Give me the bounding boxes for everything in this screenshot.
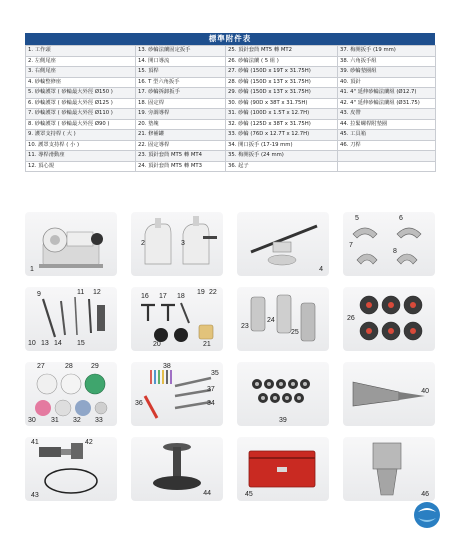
table-cell: 45. 工具箱 (338, 130, 436, 141)
label-tile13c: 43 (31, 492, 39, 499)
table-cell: 35. 梅開扳手 (24 mm) (226, 151, 338, 162)
table-row (26, 88, 436, 99)
label-tile7b: 24 (267, 317, 275, 324)
table-cell: 15. 頂桿 (136, 67, 226, 78)
label-tile6c: 18 (177, 293, 185, 300)
table-row (26, 67, 436, 78)
table-cell: 12. 頂心規 (26, 161, 136, 172)
table-cell: 27. 砂輪 (150D x 19T x 31.75H) (226, 67, 338, 78)
table-cell: 41. 4" 延伸砂輪法蘭組 (Ø12.7) (338, 88, 436, 99)
label-tile3: 4 (319, 266, 323, 273)
hand-tools-illustration (131, 362, 223, 426)
table-row (26, 56, 436, 67)
dresser-illustration (237, 212, 329, 276)
label-tile6a: 16 (141, 293, 149, 300)
label-tile9e: 31 (51, 417, 59, 424)
table-cell: 25. 頂針套筒 MT5 轉 MT2 (226, 46, 338, 57)
label-tile16: 46 (421, 491, 429, 498)
photo-wheel-dresser (237, 212, 329, 276)
table-cell: 36. 起子 (226, 161, 338, 172)
brand-logo-icon (412, 500, 442, 530)
photo-center-point (343, 362, 435, 426)
table-row (26, 98, 436, 109)
table-row (26, 161, 436, 172)
sleeves-illustration (237, 287, 329, 351)
label-tile6b: 17 (159, 293, 167, 300)
label-tile7a: 23 (241, 323, 249, 330)
label-tile11: 39 (279, 417, 287, 424)
label-tile9c: 29 (91, 363, 99, 370)
table-cell: 30. 砂輪 (90D x 38T x 31.75H) (226, 98, 338, 109)
label-tile2b: 3 (181, 240, 185, 247)
label-tile12: 40 (421, 388, 429, 395)
label-tile9g: 33 (95, 417, 103, 424)
label-tile9b: 28 (65, 363, 73, 370)
table-title: 標準附件表 (25, 33, 435, 45)
table-cell: 43. 皮帶 (338, 109, 436, 120)
table-cell: 29. 砂輪 (150D x 13T x 31.75H) (226, 88, 338, 99)
table-cell: 6. 砂輪護罩 ( 砂輪最大外徑 Ø125 ) (26, 98, 136, 109)
label-tile7c: 25 (291, 329, 299, 336)
label-tile5c: 12 (93, 289, 101, 296)
label-tile10c: 37 (207, 386, 215, 393)
label-tile4c: 7 (349, 242, 353, 249)
table-cell: 10. 護罩支持桿 ( 小 ) (26, 140, 136, 151)
table-cell: 4. 砂輪整修座 (26, 77, 136, 88)
label-tile5g: 15 (77, 340, 85, 347)
accessory-list (25, 45, 436, 172)
table-cell: 34. 開口扳手 (17-19 mm) (226, 140, 338, 151)
photo-work-head (25, 212, 117, 276)
table-cell: 42. 4" 延伸砂輪法蘭組 (Ø31.75) (338, 98, 436, 109)
table-cell: 24. 頂針套筒 MT5 轉 MT3 (136, 161, 226, 172)
table-cell: 28. 砂輪 (150D x 13T x 31.75H) (226, 77, 338, 88)
table-row (26, 130, 436, 141)
table-row (26, 151, 436, 162)
photo-guard-rods (25, 287, 117, 351)
table-cell: 8. 砂輪護罩 ( 砂輪最大外徑 Ø90 ) (26, 119, 136, 130)
label-tile13b: 42 (85, 439, 93, 446)
table-cell: 19. 旁調導桿 (136, 109, 226, 120)
table-cell: 16. T 型六角扳手 (136, 77, 226, 88)
photo-wrenches-blocks (131, 287, 223, 351)
label-tile8: 26 (347, 315, 355, 322)
label-tile5a: 9 (37, 291, 41, 298)
label-tile13a: 41 (31, 439, 39, 446)
label-tile5f: 14 (54, 340, 62, 347)
table-cell: 21. 修補罐 (136, 130, 226, 141)
photo-wheel-guards (343, 212, 435, 276)
photo-washer-set (237, 362, 329, 426)
table-row (26, 119, 436, 130)
table-cell: 1. 工作頭 (26, 46, 136, 57)
flanges-illustration (343, 287, 435, 351)
table-cell: 46. 刀桿 (338, 140, 436, 151)
photo-grinding-wheels (25, 362, 117, 426)
label-tile4a: 5 (355, 215, 359, 222)
label-tile5b: 11 (77, 289, 85, 296)
table-cell (338, 161, 436, 172)
table-cell: 20. 墊塊 (136, 119, 226, 130)
table-cell: 2. 左側尾座 (26, 56, 136, 67)
table-row (26, 77, 436, 88)
photo-hand-tools (131, 362, 223, 426)
label-tile10d: 36 (135, 400, 143, 407)
table-cell: 18. 固定桿 (136, 98, 226, 109)
label-tile5d: 10 (28, 340, 36, 347)
label-tile6f: 20 (153, 341, 161, 348)
label-tile9d: 30 (28, 417, 36, 424)
table-row (26, 140, 436, 151)
label-tile5e: 13 (41, 340, 49, 347)
label-tile6d: 19 (197, 289, 205, 296)
label-tile14: 44 (203, 490, 211, 497)
table-cell: 39. 砂輪墊圈組 (338, 67, 436, 78)
label-tile10b: 35 (211, 370, 219, 377)
label-tile1: 1 (30, 266, 34, 273)
photo-toolbox (237, 437, 329, 501)
photo-arbor (343, 437, 435, 501)
table-cell: 38. 六角扳手組 (338, 56, 436, 67)
table-row (26, 109, 436, 120)
table-cell: 33. 砂輪 (76D x 12.7T x 12.7H) (226, 130, 338, 141)
table-cell: 23. 頂針套筒 MT5 轉 MT4 (136, 151, 226, 162)
table-cell: 9. 護罩支持桿 ( 大 ) (26, 130, 136, 141)
photo-extension-flanges (25, 437, 117, 501)
label-tile6g: 21 (203, 341, 211, 348)
table-cell: 44. 拉緊螺桿附墊圈 (338, 119, 436, 130)
table-cell (338, 151, 436, 162)
table-cell: 37. 梅開扳手 (19 mm) (338, 46, 436, 57)
table-cell: 31. 砂輪 (100D x 1.5T x 12.7H) (226, 109, 338, 120)
table-cell: 11. 導桿滑動座 (26, 151, 136, 162)
table-row (26, 46, 436, 57)
table-cell: 17. 砂輪拆卸扳手 (136, 88, 226, 99)
photo-wheel-flanges (343, 287, 435, 351)
label-tile9f: 32 (73, 417, 81, 424)
table-cell: 22. 固定導桿 (136, 140, 226, 151)
label-tile10e: 34 (207, 400, 215, 407)
work-head-illustration (25, 212, 117, 276)
label-tile2a: 2 (141, 240, 145, 247)
photo-center-sleeves (237, 287, 329, 351)
table-cell: 7. 砂輪護罩 ( 砂輪最大外徑 Ø110 ) (26, 109, 136, 120)
label-tile6e: 22 (209, 289, 217, 296)
accessory-table (25, 33, 435, 172)
table-cell: 13. 砂輪法蘭固定扳手 (136, 46, 226, 57)
photo-tailstocks (131, 212, 223, 276)
table-cell: 26. 砂輪法蘭 ( 5 組 ) (226, 56, 338, 67)
label-tile15: 45 (245, 491, 253, 498)
table-cell: 3. 右側尾座 (26, 67, 136, 78)
table-cell: 5. 砂輪護罩 ( 砂輪最大外徑 Ø150 ) (26, 88, 136, 99)
label-tile4d: 8 (393, 248, 397, 255)
label-tile4b: 6 (399, 215, 403, 222)
table-cell: 40. 頂針 (338, 77, 436, 88)
table-cell: 14. 開口導流 (136, 56, 226, 67)
table-cell: 32. 砂輪 (125D x 38T x 31.75H) (226, 119, 338, 130)
photo-drawbar (131, 437, 223, 501)
label-tile10a: 38 (163, 363, 171, 370)
label-tile9a: 27 (37, 363, 45, 370)
wheels-illustration (25, 362, 117, 426)
